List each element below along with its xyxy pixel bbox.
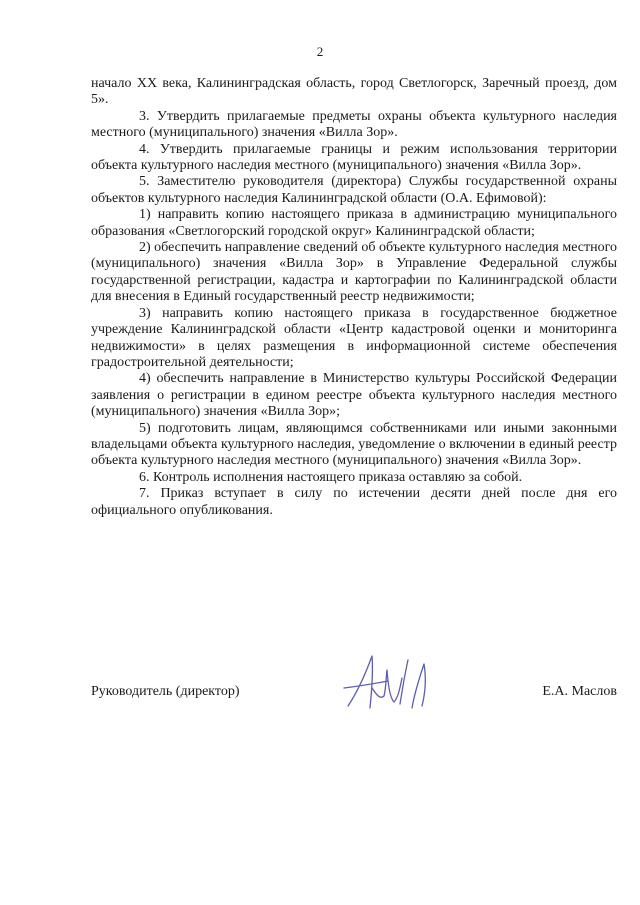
paragraph-item-7: 7. Приказ вступает в силу по истечении десяти дней после дня его официального опубликования. <box>91 486 617 518</box>
document-body <box>91 76 617 519</box>
paragraph-item-4: 4. Утвердить прилагаемые границы и режим использования территории объекта культурного наследия местного (муниципального) значения «Вилла Зор». <box>91 141 617 174</box>
handwritten-signature <box>342 648 438 718</box>
paragraph-address-continuation: начало XX века, Калининградская область, город Светлогорск, Заречный проезд, дом 5». <box>91 76 617 108</box>
subparagraph-5-3: 3) направить копию настоящего приказа в государственное бюджетное учреждение Калининградской области «Центр кадастровой оценки и мониторинга недвижимости» в целях размещения в информационной системе обеспечения градостроительной деятельности; <box>91 305 617 370</box>
paragraph-item-5: 5. Заместителю руководителя (директора) Службы государственной охраны объектов культурного наследия Калининградской области (О.А. Ефимовой): <box>91 174 617 206</box>
subparagraph-5-2: 2) обеспечить направление сведений об объекте культурного наследия местного (муниципального) значения «Вилла Зор» в Управление Федеральной службы государственной регистрации, кадастра и картографии по Калининградской области для внесения в Единый государственный реестр недвижимости; <box>91 240 617 305</box>
signatory-name: Е.А. Маслов <box>542 684 617 699</box>
signature-block <box>91 684 617 704</box>
paragraph-item-3: 3. Утвердить прилагаемые предметы охраны объекта культурного наследия местного (муниципального) значения «Вилла Зор». <box>91 108 617 141</box>
subparagraph-5-5: 5) подготовить лицам, являющимся собственниками или иными законными владельцами объекта культурного наследия, уведомление о включении в единый реестр объекта культурного наследия местного (муниципального) значения «Вилла Зор». <box>91 420 617 469</box>
subparagraph-5-1: 1) направить копию настоящего приказа в администрацию муниципального образования «Светлогорский городской округ» Калининградской области; <box>91 207 617 239</box>
subparagraph-5-4: 4) обеспечить направление в Министерство культуры Российской Федерации заявления о регистрации в едином реестре объекта культурного наследия местного (муниципального) значения «Вилла Зор»; <box>91 371 617 420</box>
paragraph-item-6: 6. Контроль исполнения настоящего приказа оставляю за собой. <box>139 469 523 485</box>
signatory-role: Руководитель (директор) <box>91 684 240 699</box>
page-number: 2 <box>316 44 324 59</box>
